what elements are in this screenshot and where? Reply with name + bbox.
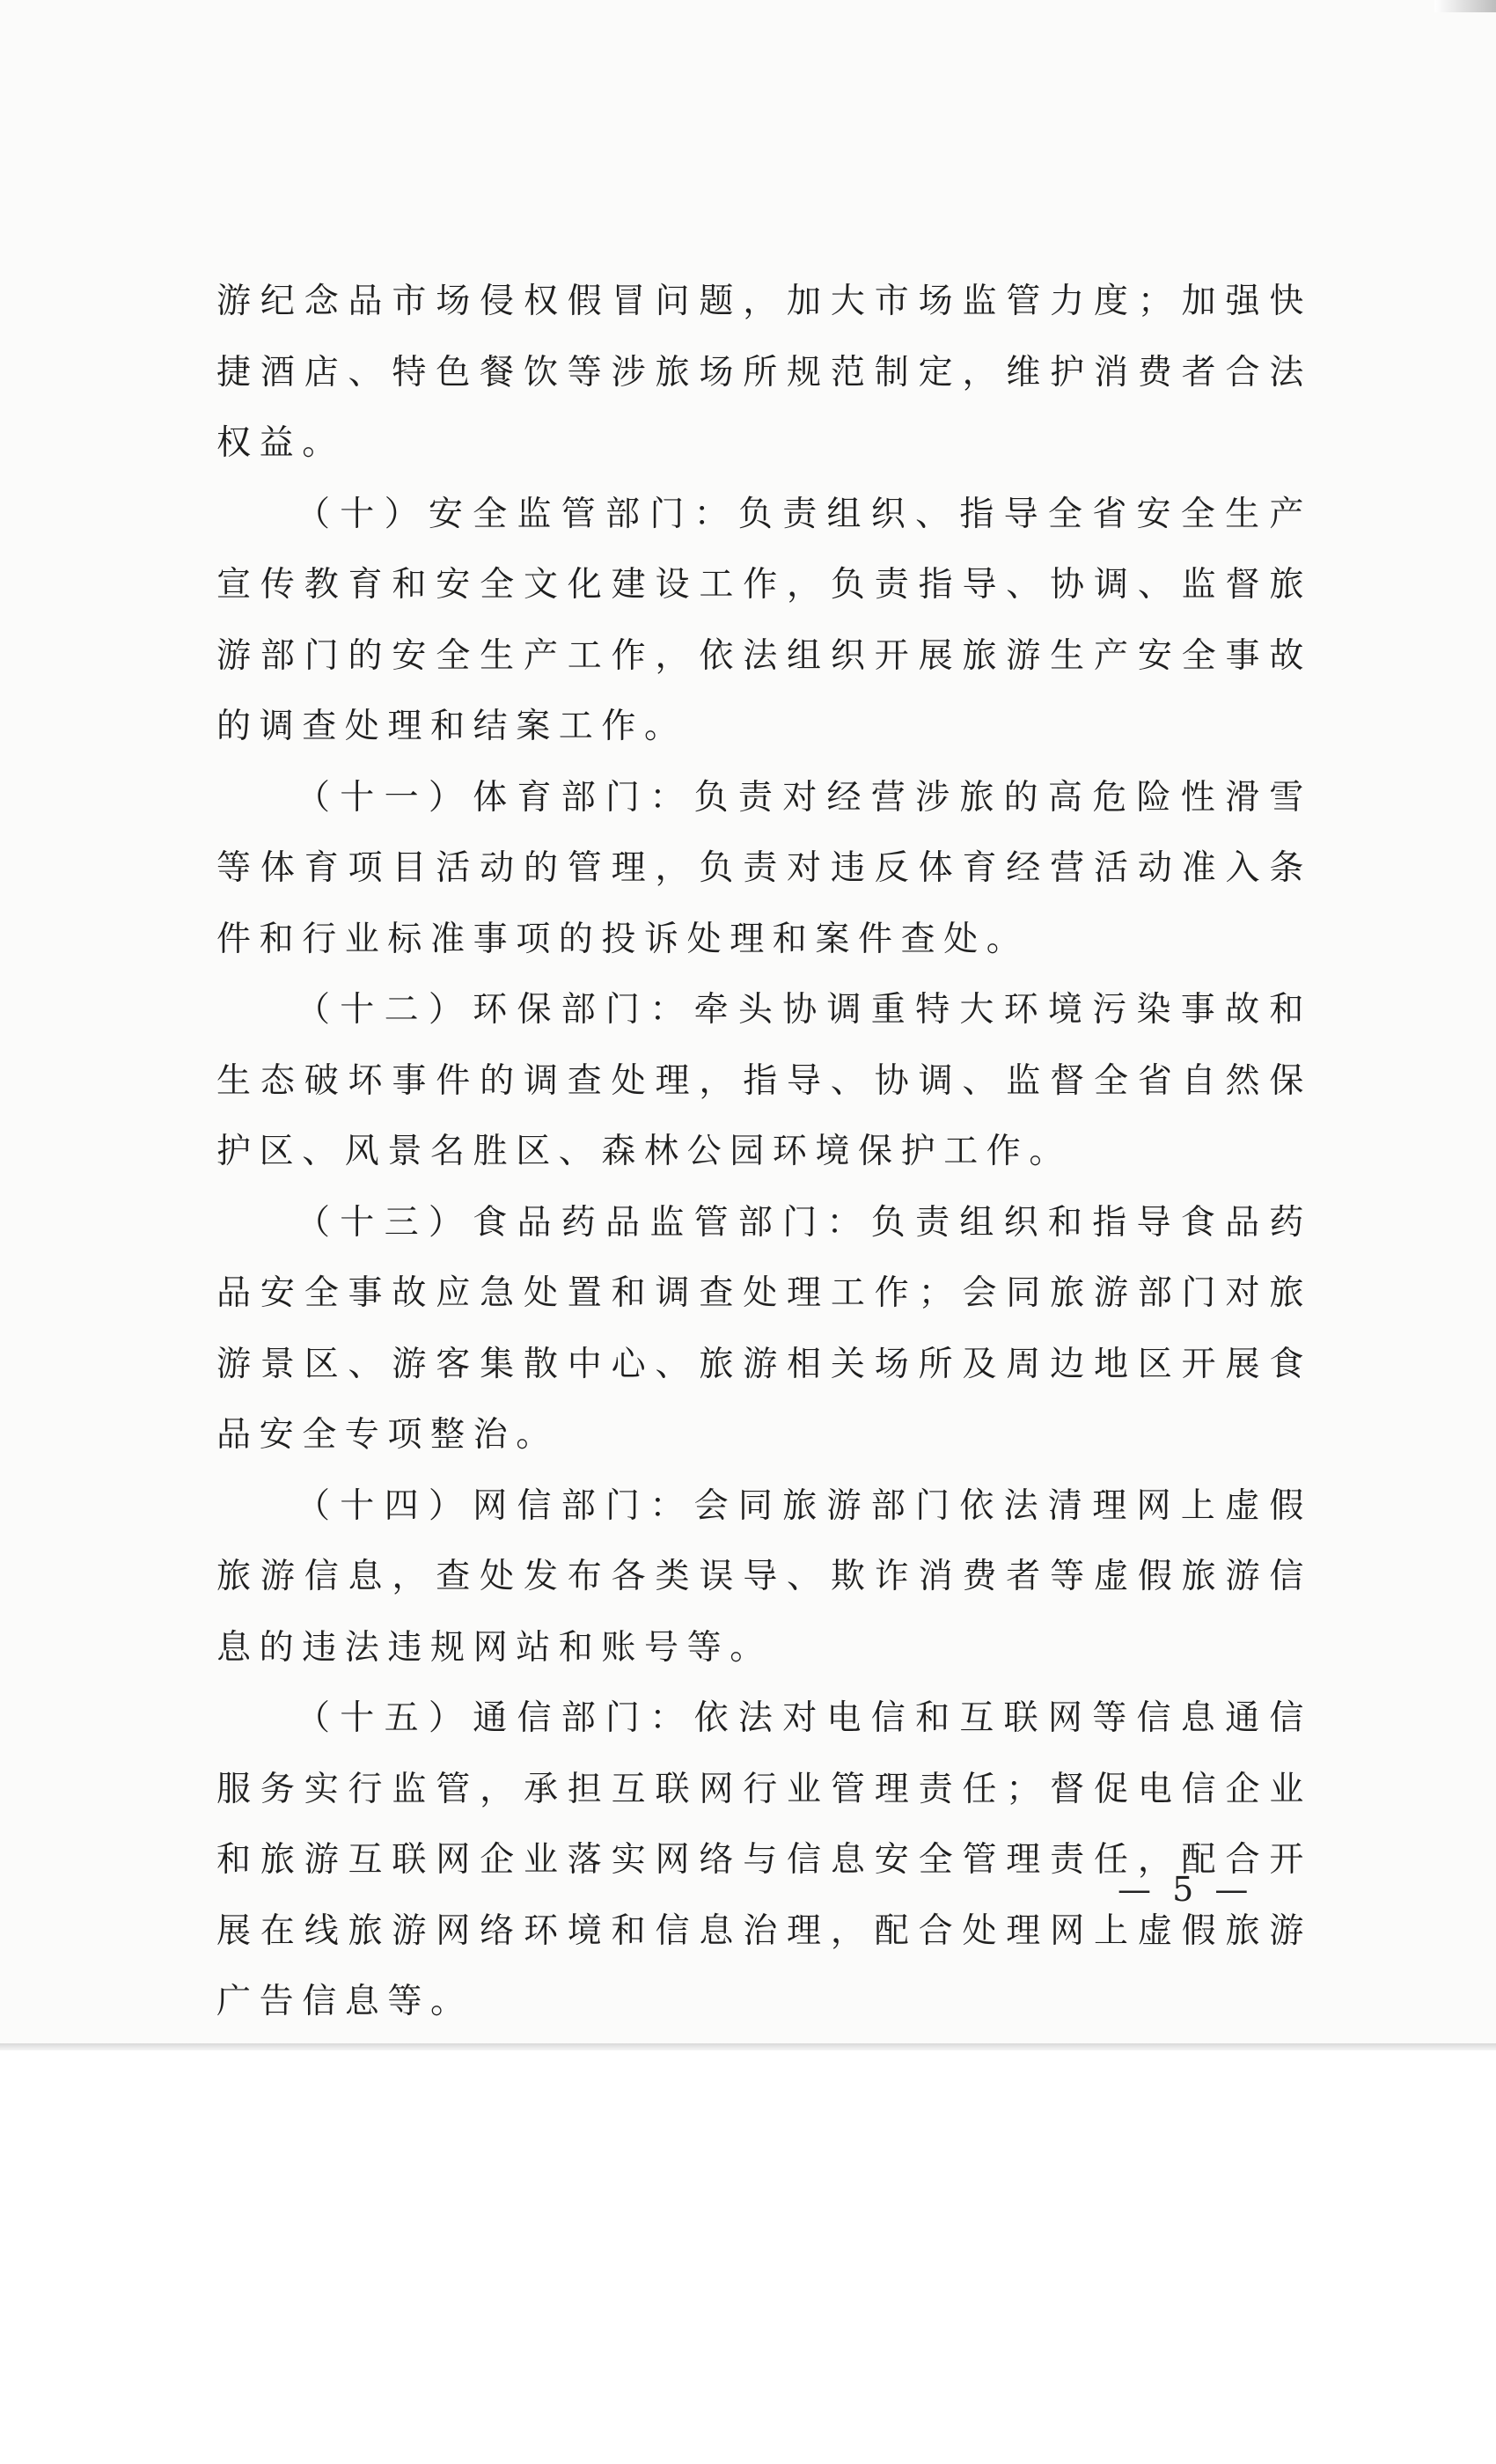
paragraph-food-drug-supervision: （十三）食品药品监管部门：负责组织和指导食品药品安全事故应急处置和调查处理工作；会同旅游部门对旅游景区、游客集散中心、旅游相关场所及周边地区开展食品安全专项整治。: [216, 1202, 1312, 1455]
document-body: [216, 267, 1312, 2038]
paragraph-sports-department: （十一）体育部门：负责对经营涉旅的高危险性滑雪等体育项目活动的管理，负责对违反体育经营活动准入条件和行业标准事项的投诉处理和案件查处。: [216, 777, 1312, 959]
scan-edge-mark: [1434, 0, 1496, 12]
paragraph-cyberspace-department: （十四）网信部门：会同旅游部门依法清理网上虚假旅游信息，查处发布各类误导、欺诈消费者等虚假旅游信息的违法违规网站和账号等。: [216, 1485, 1312, 1668]
paragraph-communications-department: （十五）通信部门：依法对电信和互联网等信息通信服务实行监管，承担互联网行业管理责任；督促电信企业和旅游互联网企业落实网络与信息安全管理责任，配合开展在线旅游网络环境和信息治理，配合处理网上虚假旅游广告信息等。: [216, 1698, 1312, 2021]
paragraph-environmental-department: （十二）环保部门：牵头协调重特大环境污染事故和生态破坏事件的调查处理，指导、协调、监督全省自然保护区、风景名胜区、森林公园环境保护工作。: [216, 990, 1312, 1171]
paragraph-continuation: 游纪念品市场侵权假冒问题，加大市场监管力度；加强快捷酒店、特色餐饮等涉旅场所规范制定，维护消费者合法权益。: [216, 282, 1312, 463]
page-number: — 5 —: [1118, 1870, 1254, 1909]
paragraph-safety-supervision: （十）安全监管部门：负责组织、指导全省安全生产宣传教育和安全文化建设工作，负责指导、协调、监督旅游部门的安全生产工作，依法组织开展旅游生产安全事故的调查处理和结案工作。: [216, 494, 1312, 746]
